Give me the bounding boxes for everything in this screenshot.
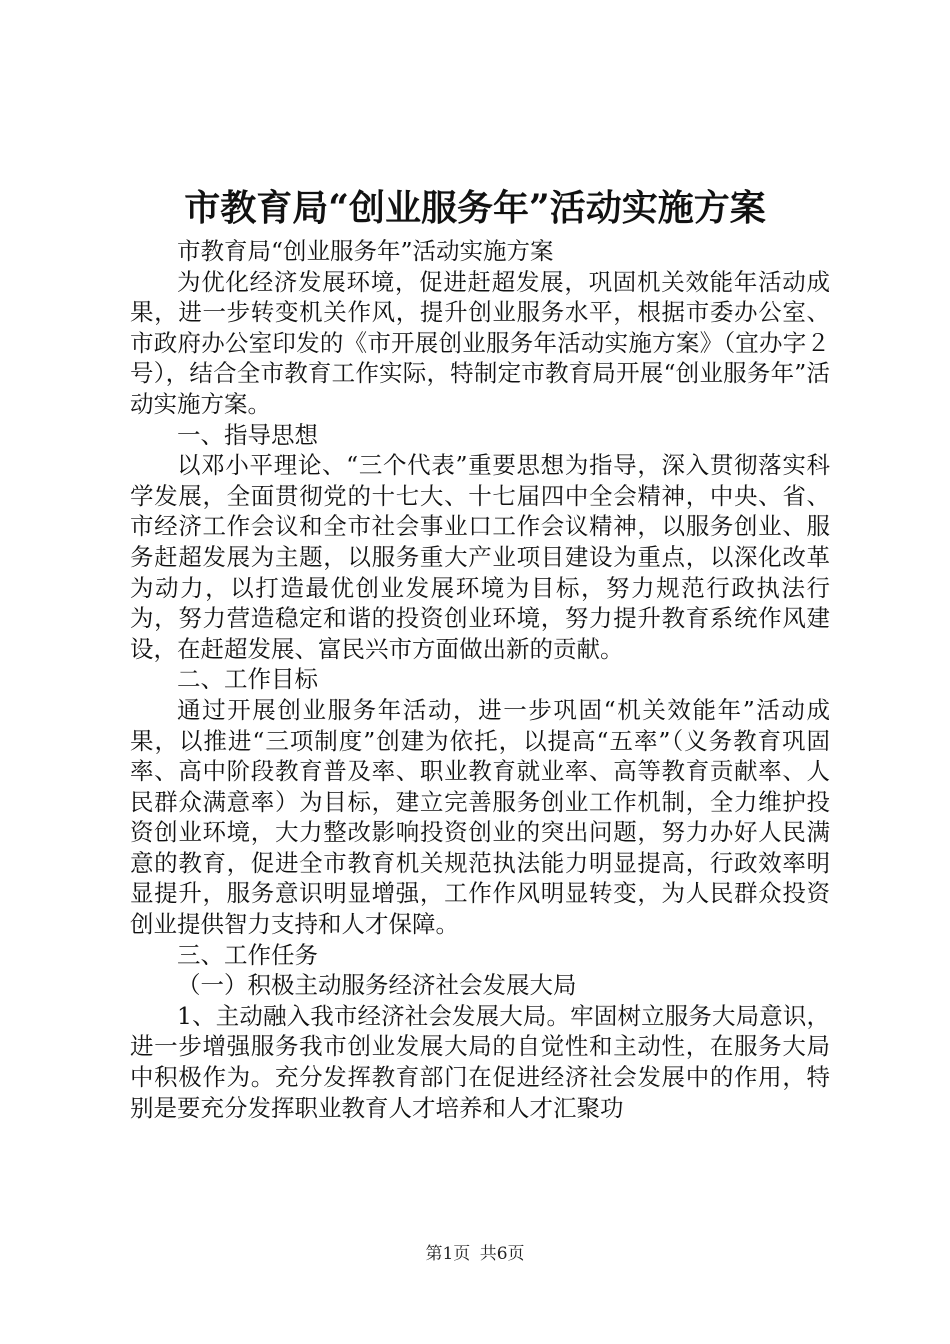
- section-heading-work-goals: 二、工作目标: [177, 665, 318, 694]
- document-body: [130, 236, 830, 1123]
- section-heading-work-tasks: 三、工作任务: [177, 940, 318, 969]
- paragraph-intro: 为优化经济发展环境，促进赶超发展，巩固机关效能年活动成果，进一步转变机关作风，提升创业服务水平，根据市委办公室、市政府办公室印发的《市开展创业服务年活动实施方案》（宜办字２号），结合全市教育工作实际，特制定市教育局开展“创业服务年”活动实施方案。: [130, 267, 830, 418]
- section-heading-guiding-ideology: 一、指导思想: [177, 420, 318, 449]
- paragraph-guiding-ideology: 以邓小平理论、“三个代表”重要思想为指导，深入贯彻落实科学发展，全面贯彻党的十七大、十七届四中全会精神，中央、省、市经济工作会议和全市社会事业口工作会议精神，以服务创业、服务赶超发展为主题，以服务重大产业项目建设为重点，以深化改革为动力，以打造最优创业发展环境为目标，努力规范行政执法行为，努力营造稳定和谐的投资创业环境，努力提升教育系统作风建设，在赶超发展、富民兴市方面做出新的贡献。: [130, 451, 830, 663]
- paragraph-subtitle: 市教育局“创业服务年”活动实施方案: [177, 237, 554, 265]
- subsection-heading-serve-development: （一）积极主动服务经济社会发展大局: [177, 971, 577, 1000]
- paragraph-task-1: 1、主动融入我市经济社会发展大局。牢固树立服务大局意识，进一步增强服务我市创业发展大局的自觉性和主动性，在服务大局中积极作为。充分发挥教育部门在促进经济社会发展中的作用，特别是要充分发挥职业教育人才培养和人才汇聚功: [130, 1001, 830, 1122]
- document-title: 市教育局“创业服务年”活动实施方案: [184, 187, 766, 229]
- page-number: 第1页: [425, 1244, 471, 1264]
- paragraph-work-goals: 通过开展创业服务年活动，进一步巩固“机关效能年”活动成果，以推进“三项制度”创建为依托，以提高“五率”（义务教育巩固率、高中阶段教育普及率、职业教育就业率、高等教育贡献率、人民群众满意率）为目标，建立完善服务创业工作机制，全力维护投资创业环境，大力整改影响投资创业的突出问题，努力办好人民满意的教育，促进全市教育机关规范执法能力明显提高，行政效率明显提升，服务意识明显增强，工作作风明显转变，为人民群众投资创业提供智力支持和人才保障。: [130, 695, 830, 939]
- page-total: 共6页: [479, 1244, 525, 1264]
- page-footer: [0, 1242, 950, 1266]
